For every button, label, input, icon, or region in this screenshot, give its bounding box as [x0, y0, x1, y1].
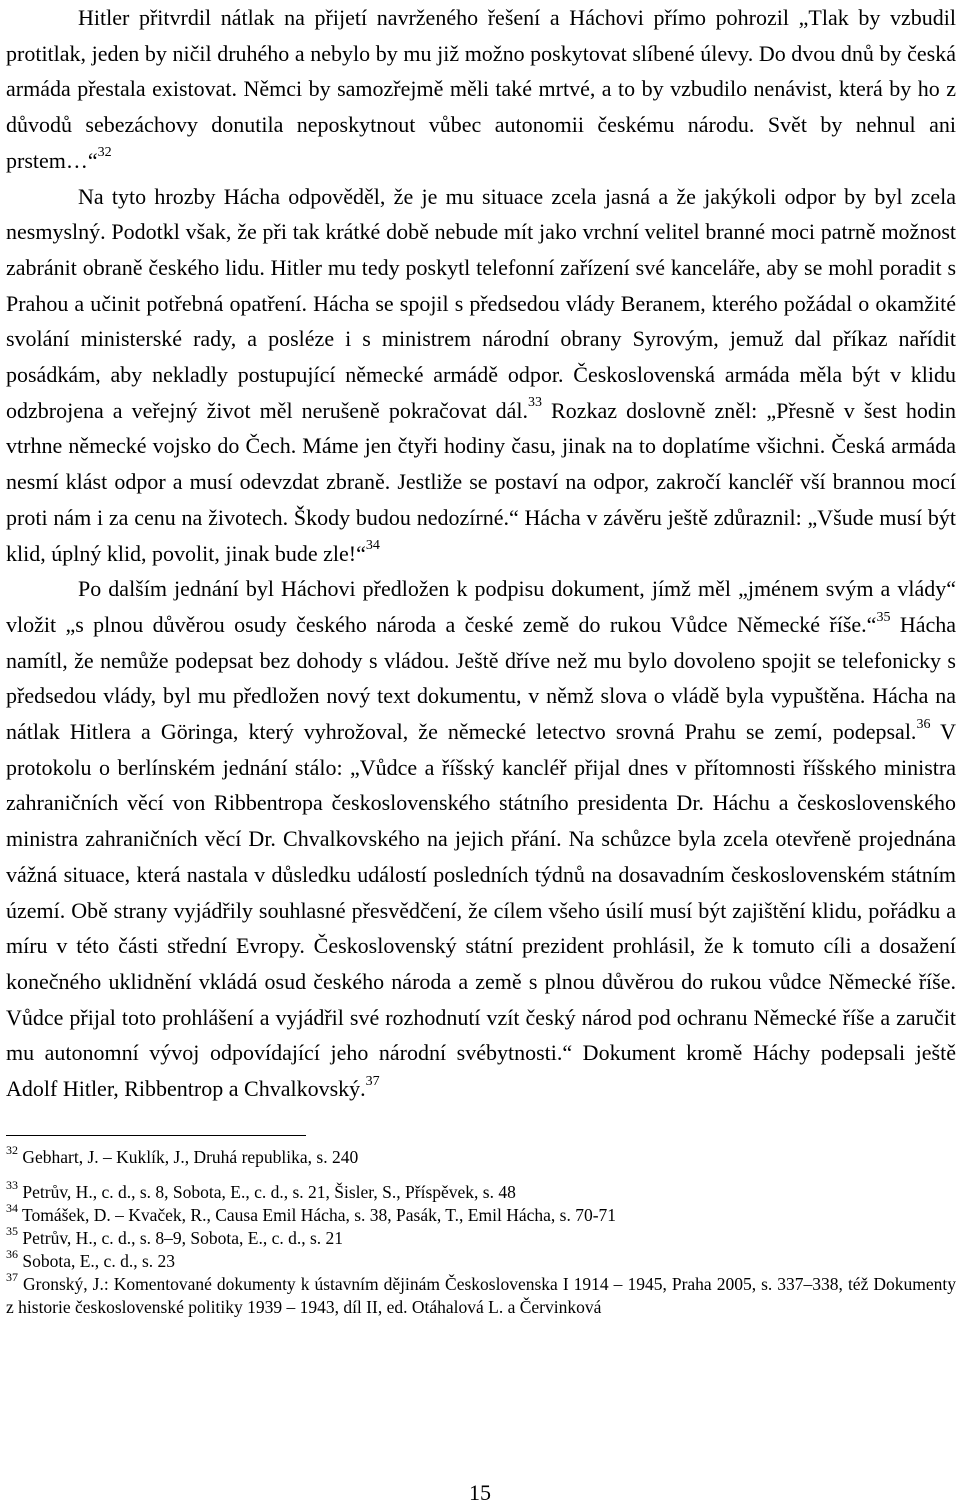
- footnote: [6, 1223, 956, 1250]
- footnote-text: Petrův, H., c. d., s. 8–9, Sobota, E., c. d., s. 21: [18, 1227, 344, 1248]
- footnote-text: Tomášek, D. – Kvaček, R., Causa Emil Hácha, s. 38, Pasák, T., Emil Hácha, s. 70-71: [18, 1204, 617, 1225]
- page-number: 15: [469, 1480, 491, 1505]
- footnote-number: 32: [6, 1142, 18, 1157]
- footnote-number: 36: [6, 1246, 18, 1261]
- footnotes: [6, 1142, 956, 1319]
- footnote-number: 34: [6, 1200, 18, 1215]
- footnote-text: Gebhart, J. – Kuklík, J., Druhá republika, s. 240: [18, 1146, 359, 1167]
- document-page: [6, 0, 956, 1319]
- paragraph-text: Hitler přitvrdil nátlak na přijetí navrženého řešení a Háchovi přímo pohrozil „Tlak by vzbudil protitlak, jeden by ničil druhého a nebylo by mu již možno poskytovat slíbené úlevy. Do dvou dnů by česká armáda přestala existovat. Němci by samozřejmě měli také mrtvé, a to by vzbudilo nenávist, která by ho z důvodů sebezáchovy donutila neposkytnout vůbec autonomii českému národu. Svět by nehnul ani prstem…“: [6, 5, 956, 173]
- paragraph: [6, 179, 956, 572]
- paragraph: [6, 0, 956, 179]
- footnote-number: 35: [6, 1223, 18, 1238]
- footnote-text: Gronský, J.: Komentované dokumenty k ústavním dějinám Československa I 1914 – 1945, Praha 2005, s. 337–338, též Dokumenty z historie československé politiky 1939 – 1943, díl II, ed. Otáhalová L. a Červinková: [6, 1273, 956, 1317]
- paragraph-text: V protokolu o berlínském jednání stálo: „Vůdce a říšský kancléř přijal dnes v přítomnosti říšského ministra zahraničních věcí von Ribbentropa československého státního presidenta Dr. Háchu a československého ministra zahraničních věcí Dr. Chvalkovského na jejich přání. Na schůzce byla zcela otevřeně projednána vážná situace, která nastala v důsledku událostí posledních týdnů na dosavadním československém státním území. Obě strany vyjádřily souhlasné přesvědčení, že cílem všeho úsilí musí být zajištění klidu, pořádku a míru v této části střední Evropy. Československý státní prezident prohlásil, že k tomuto cíli a dosažení konečného uklidnění vkládá osud českého národa a země s plnou důvěrou do rukou vůdce Německé říše. Vůdce přijal toto prohlášení a vyjádřil své rozhodnutí vzít český národ pod ochranu Německé říše a zaručit mu autonomní vývoj odpovídající jeho národní svébytnosti.“ Dokument kromě Háchy podepsali ještě Adolf Hitler, Ribbentrop a Chvalkovský.: [6, 719, 957, 1102]
- paragraph-text: Po dalším jednání byl Háchovi předložen k podpisu dokument, jímž měl „jménem svým a vlády“ vložit „s plnou důvěrou osudy českého národa a české země do rukou Vůdce Německé říše.“: [6, 576, 956, 637]
- body-text: [6, 0, 956, 1107]
- footnote-reference: 35: [876, 609, 891, 625]
- footnote: [6, 1142, 956, 1169]
- footnote-text: Sobota, E., c. d., s. 23: [18, 1250, 176, 1271]
- footnote-reference: 34: [365, 538, 380, 554]
- footnote-reference: 33: [528, 395, 543, 411]
- footnote-reference: 32: [97, 145, 112, 161]
- paragraph-text: Rozkaz doslovně zněl: „Přesně v šest hodin vtrhne německé vojsko do Čech. Máme jen čtyři hodiny času, jinak na to doplatíme všichni. Česká armáda nesmí klást odpor a musí odevzdat zbraně. Jestliže se postaví na odpor, zakročí kancléř vší brannou mocí proti nám i za cenu na životech. Škody budou nedozírné.“ Hácha v závěru ještě zdůraznil: „Všude musí být klid, úplný klid, povolit, jinak bude zle!“: [6, 397, 956, 566]
- footnote: [6, 1200, 956, 1227]
- footnote-separator: [6, 1135, 306, 1136]
- footnote: [6, 1246, 956, 1273]
- paragraph: [6, 571, 956, 1107]
- paragraph-text: Hácha namítl, že nemůže podepsat bez dohody s vládou. Ještě dříve než mu bylo dovoleno spojit se telefonicky s předsedou vlády, byl mu předložen nový text dokumentu, v němž slova o vládě byla vypuštěna. Hácha na nátlak Hitlera a Göringa, který vyhrožoval, že německé letectvo srovná Prahu se zemí, podepsal.: [6, 611, 956, 745]
- paragraph-text: Na tyto hrozby Hácha odpověděl, že je mu situace zcela jasná a že jakýkoli odpor by byl zcela nesmyslný. Podotkl však, že při tak krátké době nebude mít jako vrchní velitel branné moci patrně možnost zabránit obraně českého lidu. Hitler mu tedy poskytl telefonní zařízení své kanceláře, aby se mohl poradit s Prahou a učinit potřebná opatření. Hácha se spojil s předsedou vlády Beranem, kterého požádal o okamžité svolání ministerské rady, a posléze i s ministrem národní obrany Syrovým, jemuž dal příkaz nařídit posádkám, aby nekladly postupující německé armádě odpor. Československá armáda měla být v klidu odzbrojena a veřejný život měl nerušeně pokračovat dál.: [6, 183, 956, 423]
- footnote-reference: 36: [916, 716, 931, 732]
- footnote-number: 33: [6, 1177, 18, 1192]
- footnote-number: 37: [6, 1269, 18, 1284]
- footnote: [6, 1177, 956, 1204]
- footnote-reference: 37: [365, 1073, 380, 1089]
- footnote-text: Petrův, H., c. d., s. 8, Sobota, E., c. d., s. 21, Šisler, S., Příspěvek, s. 48: [18, 1181, 516, 1202]
- footnote: [6, 1269, 956, 1319]
